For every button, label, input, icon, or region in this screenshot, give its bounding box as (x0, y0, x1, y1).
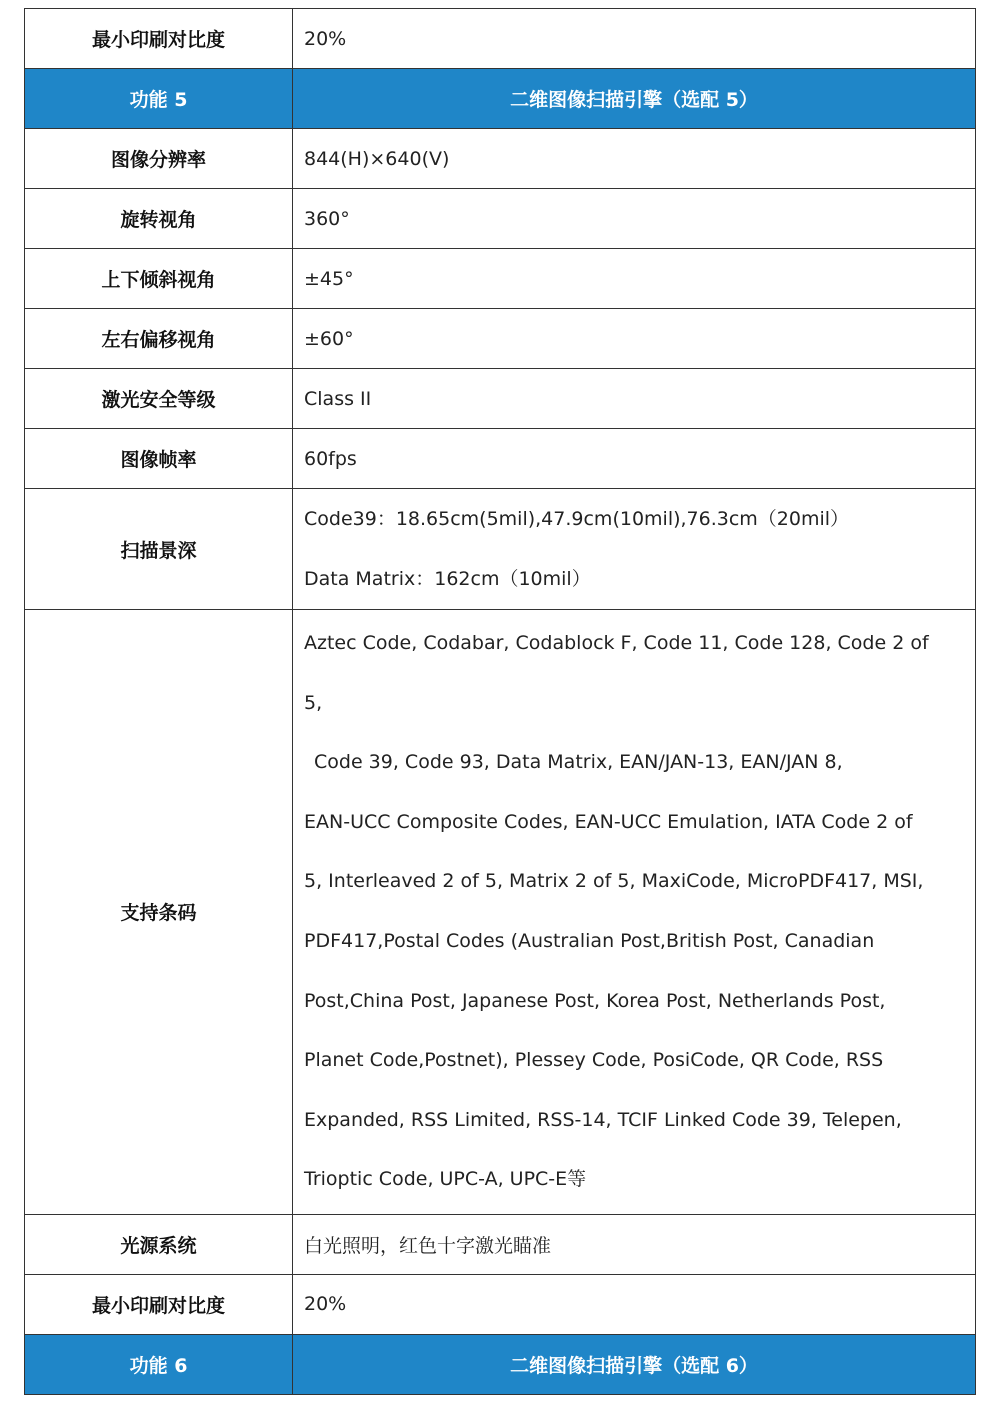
row-label: 旋转视角 (25, 189, 293, 249)
spec-row-laser-class (25, 369, 976, 429)
row-label: 光源系统 (25, 1214, 293, 1274)
spec-row-skew (25, 309, 976, 369)
row-value-multiline (293, 489, 976, 610)
section-title: 二维图像扫描引擎（选配 5） (293, 69, 976, 129)
row-label: 左右偏移视角 (25, 309, 293, 369)
symbology-line: Code 39, Code 93, Data Matrix, EAN/JAN-13, EAN/JAN 8, (314, 751, 843, 774)
symbology-line: Expanded, RSS Limited, RSS-14, TCIF Linked Code 39, Telepen, (304, 1108, 902, 1131)
row-label: 最小印刷对比度 (25, 9, 293, 69)
row-value: 844(H)×640(V) (293, 129, 976, 189)
spec-row-frame-rate (25, 429, 976, 489)
section-title: 二维图像扫描引擎（选配 6） (293, 1334, 976, 1394)
spec-table (24, 8, 976, 1395)
section-label: 功能 6 (25, 1334, 293, 1394)
row-value: ±45° (293, 249, 976, 309)
depth-line: Data Matrix：162cm（10mil） (304, 568, 591, 590)
row-label: 扫描景深 (25, 489, 293, 610)
depth-line: Code39：18.65cm(5mil),47.9cm(10mil),76.3cm（20mil） (304, 508, 850, 530)
symbology-line: 5, Interleaved 2 of 5, Matrix 2 of 5, MaxiCode, MicroPDF417, MSI, (304, 870, 924, 893)
spec-row-rotation (25, 189, 976, 249)
spec-row-resolution (25, 129, 976, 189)
row-value: 60fps (293, 429, 976, 489)
row-label: 图像帧率 (25, 429, 293, 489)
symbology-line: EAN-UCC Composite Codes, EAN-UCC Emulation, IATA Code 2 of (304, 810, 913, 833)
symbology-line: Aztec Code, Codabar, Codablock F, Code 11, Code 128, Code 2 of (304, 632, 929, 654)
symbology-line: PDF417,Postal Codes (Australian Post,British Post, Canadian (304, 929, 875, 952)
row-label: 图像分辨率 (25, 129, 293, 189)
symbology-line: 5, (304, 691, 323, 714)
section-header-feature-6 (25, 1334, 976, 1394)
section-label: 功能 5 (25, 69, 293, 129)
symbology-line: Planet Code,Postnet), Plessey Code, PosiCode, QR Code, RSS (304, 1049, 884, 1072)
row-label: 激光安全等级 (25, 369, 293, 429)
spec-row-tilt (25, 249, 976, 309)
row-value: 20% (293, 1274, 976, 1334)
symbology-line: Post,China Post, Japanese Post, Korea Post, Netherlands Post, (304, 989, 886, 1012)
section-header-feature-5 (25, 69, 976, 129)
row-value: Class II (293, 369, 976, 429)
row-value: 20% (293, 9, 976, 69)
row-label: 上下倾斜视角 (25, 249, 293, 309)
row-value: 白光照明，红色十字激光瞄准 (293, 1214, 976, 1274)
row-value: 360° (293, 189, 976, 249)
row-label: 最小印刷对比度 (25, 1274, 293, 1334)
row-value: ±60° (293, 309, 976, 369)
spec-row-light-source (25, 1214, 976, 1274)
spec-row-min-contrast (25, 1274, 976, 1334)
spec-row-min-contrast (25, 9, 976, 69)
symbology-list (293, 610, 976, 1215)
spec-row-depth-of-field (25, 489, 976, 610)
spec-row-symbologies (25, 610, 976, 1215)
symbology-line: Trioptic Code, UPC-A, UPC-E等 (304, 1168, 587, 1191)
row-label: 支持条码 (25, 610, 293, 1215)
